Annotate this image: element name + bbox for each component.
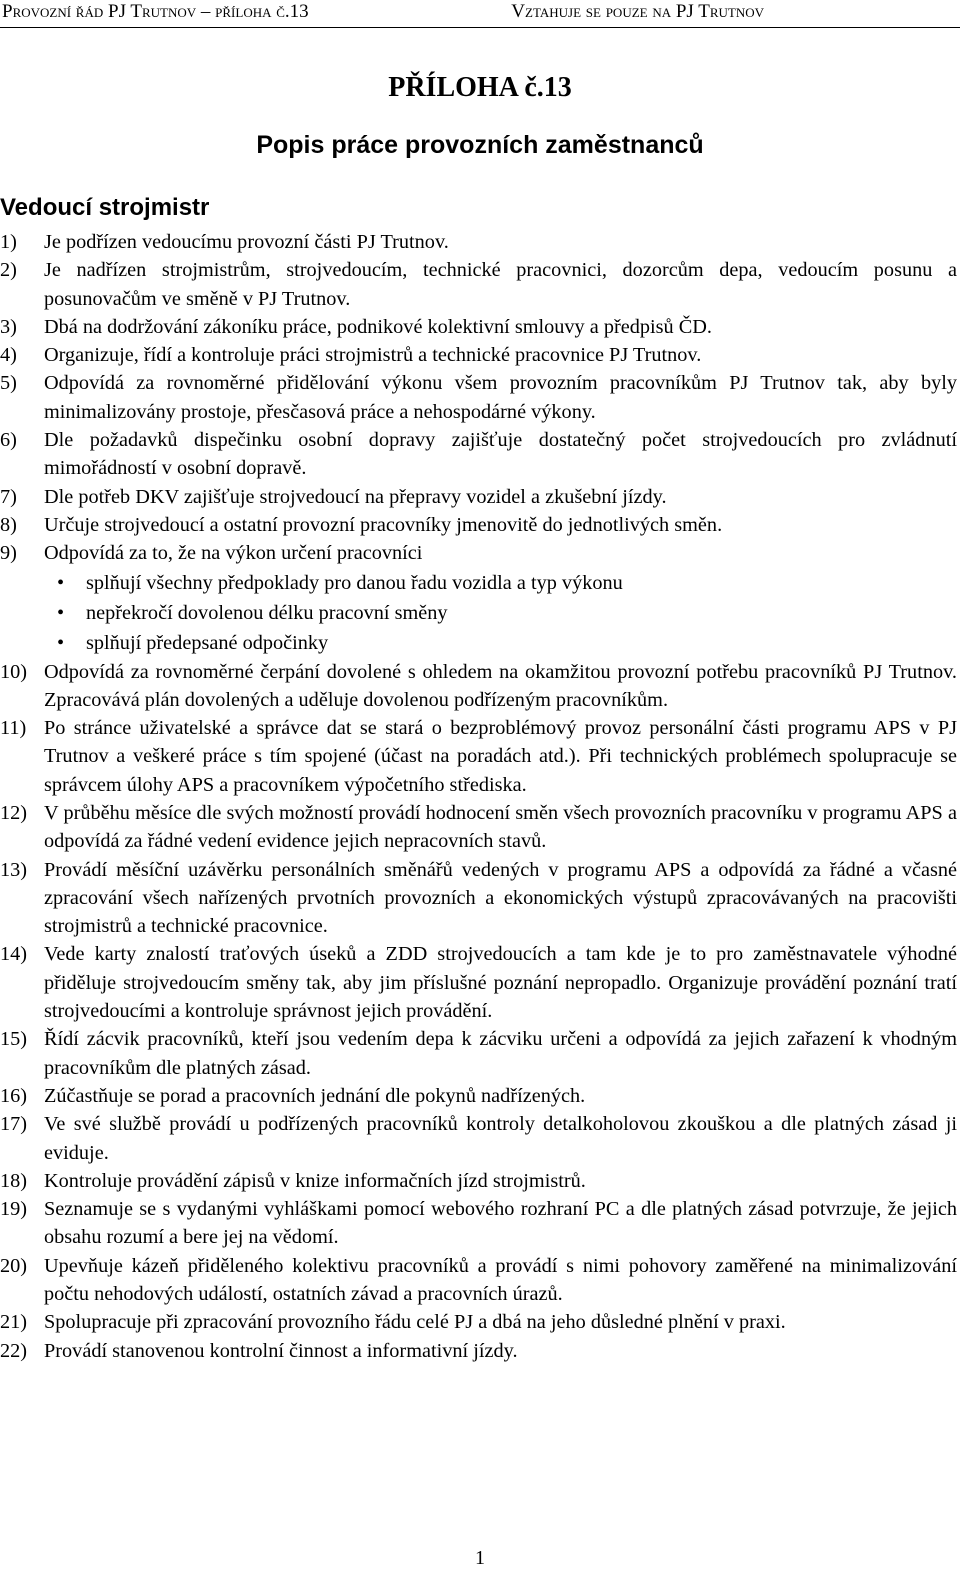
duty-text: Ve své službě provádí u podřízených pracovníků kontroly detalkoholovou zkouškou a dle platných zásad ji eviduje. (44, 1113, 957, 1164)
duty-number: 3) (0, 315, 17, 338)
duty-item (0, 1167, 957, 1195)
duty-text: Dle požadavků dispečinku osobní dopravy zajišťuje dostatečný počet strojvedoucích pro zvládnutí mimořádností v osobní dopravě. (44, 429, 957, 480)
duty-text: Zúčastňuje se porad a pracovních jednání dle pokynů nadřízených. (44, 1084, 586, 1107)
duty-item (0, 511, 957, 539)
duty-text: Upevňuje kázeň přiděleného kolektivu pracovníků a provádí s nimi pohovory zaměřené na minimalizování počtu nehodových událostí, ostatních závad a pracovních úrazů. (44, 1254, 957, 1306)
duty-number: 14) (0, 943, 28, 966)
duty-text: Kontroluje provádění zápisů v knize informačních jízd strojmistrů. (44, 1169, 586, 1192)
duty-text: Provádí měsíční uzávěrku personálních směnářů vedených v programu APS a odpovídá za řádné a včasné zpracování všech nařízených prvotních provozních a ekonomických výstupů zpracovávaných na pracovišti strojmistrů a technické pracovnice. (44, 858, 957, 938)
duty-text: Spolupracuje při zpracování provozního řádu celé PJ a dbá na jeho důsledné plnění v praxi. (44, 1311, 786, 1334)
duty-text: Řídí zácvik pracovníků, kteří jsou vedením depa k zácviku určeni a odpovídá za jejich zařazení k vhodným pracovníkům dle platných zásad. (44, 1028, 957, 1079)
duty-number: 16) (0, 1084, 28, 1107)
duty-item (0, 1110, 957, 1167)
duty-text: Vede karty znalostí traťových úseků a ZDD strojvedoucích a tam kde je to pro zaměstnavatele výhodné přiděluje strojvedoucím směny tak, aby jim příslušné poznání nepropadlo. Organizuje provádění poznání tratí strojvedoucími a kontroluje správnost jejich provádění. (44, 943, 957, 1023)
duty-text: Je nadřízen strojmistrům, strojvedoucím, technické pracovnici, dozorcům depa, vedoucím posunu a posunovačům ve směně v PJ Trutnov. (44, 259, 957, 310)
duty-number: 4) (0, 344, 17, 367)
duty-item (0, 426, 957, 483)
header-left-text: Provozní řád PJ Trutnov – příloha č.13 (2, 1, 309, 22)
duty-text: Určuje strojvedoucí a ostatní provozní pracovníky jmenovitě do jednotlivých směn. (44, 513, 723, 536)
duty-item (0, 856, 957, 941)
duty-number: 6) (0, 429, 17, 452)
duty-text: Odpovídá za to, že na výkon určení pracovníci (44, 542, 423, 565)
duties-list (0, 228, 957, 1365)
duty-item (0, 539, 957, 657)
duty-number: 12) (0, 802, 28, 824)
duty-item (0, 714, 957, 799)
duty-number: 21) (0, 1311, 28, 1334)
duty-item (0, 1337, 957, 1365)
duty-item (0, 1082, 957, 1110)
duty-item (0, 483, 957, 511)
duty-item (0, 940, 957, 1025)
duty-text: Odpovídá za rovnoměrné čerpání dovolené s ohledem na okamžitou provozní potřebu pracovníků PJ Trutnov. Zpracovává plán dovolených a uděluje dovolenou podřízeným pracovníkům. (44, 660, 957, 711)
duty-item (0, 1025, 957, 1082)
duty-text: Dle potřeb DKV zajišťuje strojvedoucí na přepravy vozidel a zkušební jízdy. (44, 485, 667, 508)
duty-text: Odpovídá za rovnoměrné přidělování výkonu všem provozním pracovníkům PJ Trutnov tak, aby byly minimalizovány prostoje, přesčasová práce a nehospodárné výkony. (44, 372, 957, 423)
duty-item (0, 228, 957, 256)
duty-number: 19) (0, 1198, 28, 1221)
duty-bullet-text: splňují všechny předpoklady pro danou řadu vozidla a typ výkonu (86, 572, 623, 595)
duty-number: 20) (0, 1254, 28, 1277)
duty-text: V průběhu měsíce dle svých možností provádí hodnocení směn všech provozních pracovníku v programu APS a odpovídá za řádné vedení evidence jejich nepracovních stavů. (44, 802, 957, 853)
bullet-icon: • (57, 632, 65, 655)
duty-item (0, 1252, 957, 1309)
duty-item (0, 341, 957, 369)
duty-number: 7) (0, 485, 17, 508)
bullet-icon: • (57, 602, 65, 625)
duty-item (0, 369, 957, 426)
duty-number: 18) (0, 1169, 28, 1192)
duty-number: 22) (0, 1339, 28, 1362)
duty-bullet-item (44, 569, 957, 597)
duty-number: 9) (0, 542, 17, 565)
duty-number: 1) (0, 231, 17, 253)
duty-text: Je podřízen vedoucímu provozní části PJ Trutnov. (44, 231, 449, 253)
duty-number: 2) (0, 259, 17, 282)
duty-item (0, 1195, 957, 1252)
duty-item (0, 256, 957, 313)
duty-number: 17) (0, 1113, 28, 1136)
duty-bullet-item (44, 599, 957, 627)
duty-text: Provádí stanovenou kontrolní činnost a informativní jízdy. (44, 1339, 518, 1362)
duty-number: 5) (0, 372, 17, 395)
duty-text: Dbá na dodržování zákoníku práce, podnikové kolektivní smlouvy a předpisů ČD. (44, 315, 713, 338)
duty-number: 15) (0, 1028, 28, 1051)
duty-text: Po stránce uživatelské a správce dat se stará o bezproblémový provoz personální části programu APS v PJ Trutnov a veškeré práce s tím spojené (účast na poradách atd.). Při technických problémech spolupracuje se správcem úlohy APS a pracovníkem výpočetního střediska. (44, 717, 957, 796)
page-number: 1 (475, 1547, 485, 1569)
duty-item (0, 658, 957, 715)
duty-bullet-text: nepřekročí dovolenou délku pracovní směny (86, 602, 448, 625)
duty-number: 13) (0, 858, 28, 881)
duty-item (0, 799, 957, 856)
duty-number: 8) (0, 513, 17, 536)
duty-text: Organizuje, řídí a kontroluje práci strojmistrů a technické pracovnice PJ Trutnov. (44, 344, 702, 367)
duty-item (0, 313, 957, 341)
duty-number: 11) (0, 717, 27, 740)
duty-number: 10) (0, 660, 28, 683)
duty-item (0, 1308, 957, 1336)
duty-bullet-list (44, 569, 957, 657)
document-subtitle: Popis práce provozních zaměstnanců (256, 131, 704, 159)
header-divider (0, 27, 960, 28)
duty-bullet-item (44, 629, 957, 657)
document-title: PŘÍLOHA č.13 (388, 72, 572, 103)
bullet-icon: • (57, 572, 65, 595)
header-right-text: Vztahuje se pouze na PJ Trutnov (511, 1, 764, 22)
section-heading: Vedoucí strojmistr (0, 194, 210, 221)
duty-bullet-text: splňují předepsané odpočinky (86, 632, 329, 655)
duties-content (0, 228, 957, 1365)
duty-text: Seznamuje se s vydanými vyhláškami pomocí webového rozhraní PC a dle platných zásad potvrzuje, že jejich obsahu rozumí a bere jej na vědomí. (44, 1198, 957, 1249)
page-header (0, 0, 960, 28)
